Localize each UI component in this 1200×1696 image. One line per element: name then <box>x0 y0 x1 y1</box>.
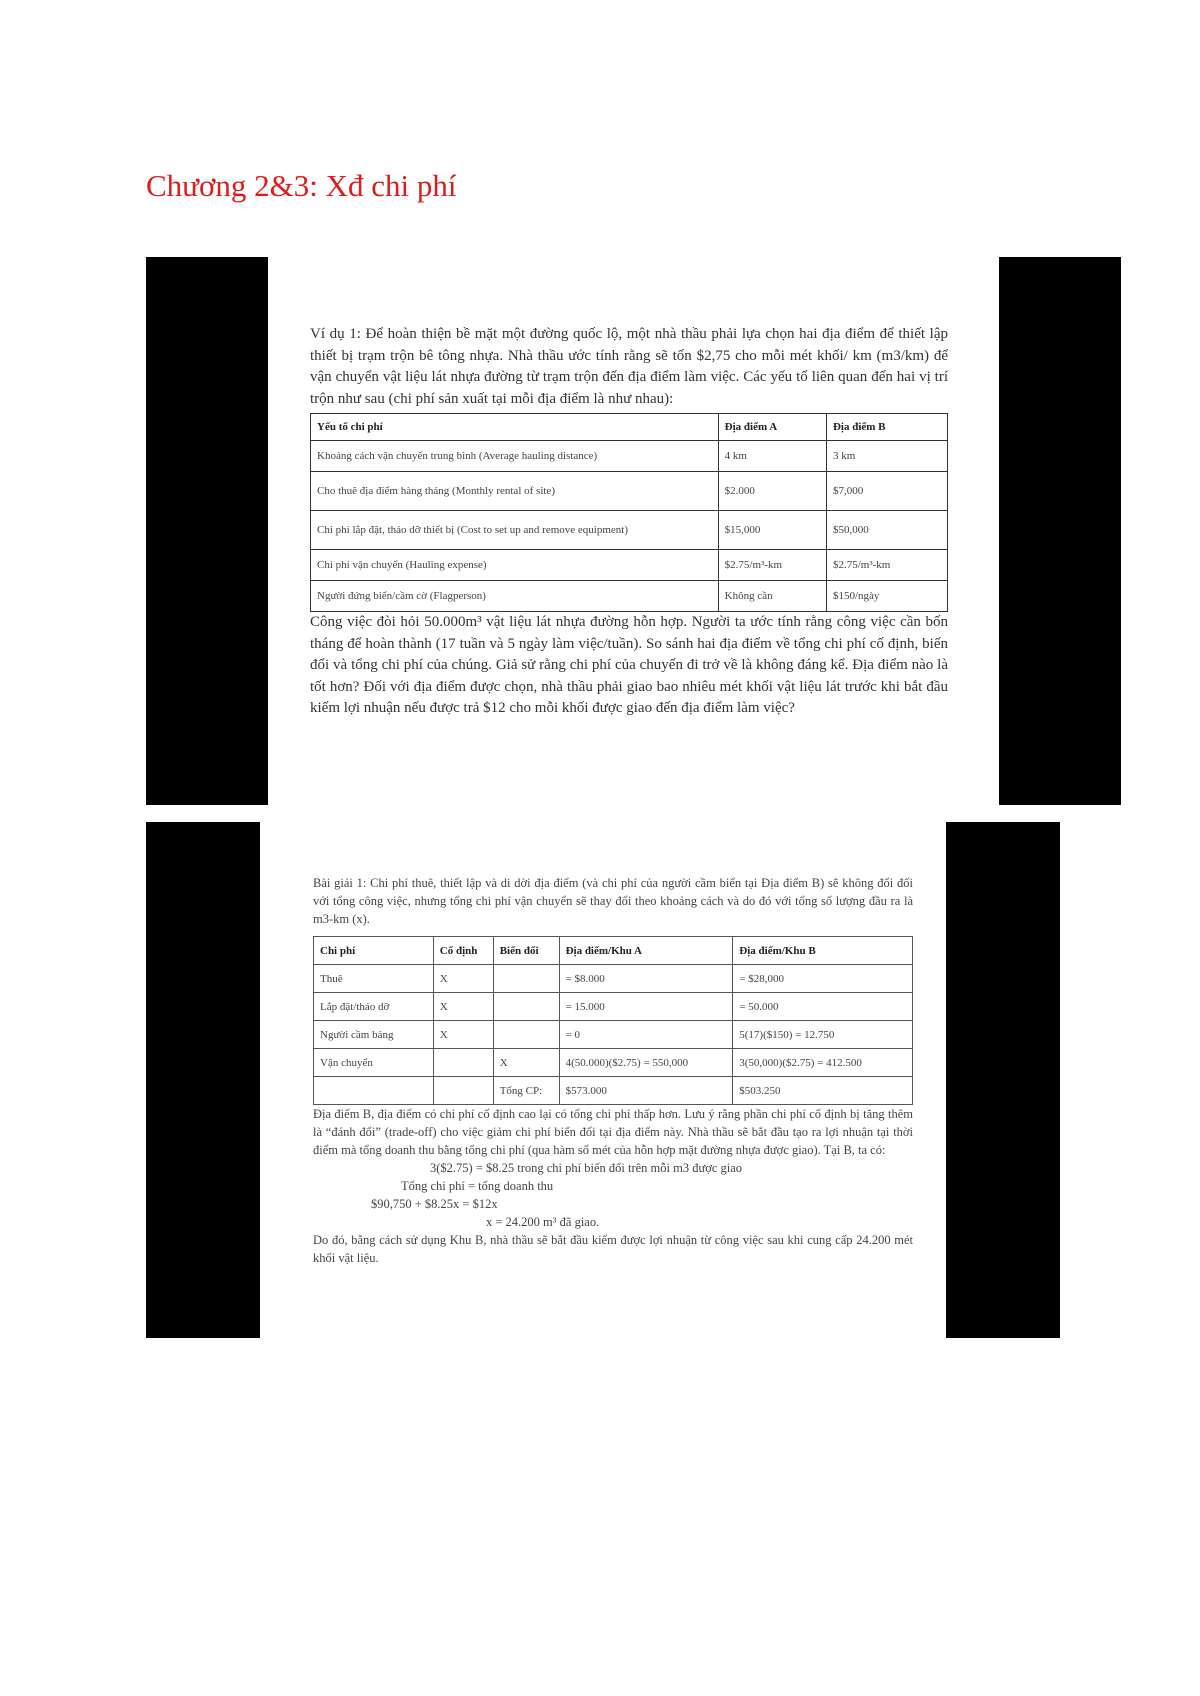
black-bar-left-top <box>146 257 268 805</box>
solution-conclusion: Do đó, bằng cách sử dụng Khu B, nhà thầu sẽ bắt đầu kiếm được lợi nhuận từ công việc sau khi cung cấp 24.200 mét khối vật liệu. <box>313 1233 913 1265</box>
table-cell: Khoảng cách vận chuyển trung bình (Average hauling distance) <box>311 441 719 472</box>
table-cell: $15,000 <box>718 511 826 550</box>
table-row <box>314 1049 913 1077</box>
table-row <box>311 441 948 472</box>
table-cell: X <box>433 1021 493 1049</box>
table-cell <box>433 1077 493 1105</box>
table-cell <box>314 1077 434 1105</box>
black-bar-right-bottom <box>946 822 1060 1338</box>
table-cell: Tổng CP: <box>493 1077 559 1105</box>
table-row <box>311 550 948 581</box>
table-cell: 5(17)($150) = 12.750 <box>733 1021 913 1049</box>
table-cell: Người cầm bảng <box>314 1021 434 1049</box>
solution-intro: Bài giải 1: Chi phí thuê, thiết lập và di dời địa điểm (và chi phí của người cầm biển tại Địa điểm B) sẽ không đổi đối với tổng công việc, nhưng tổng chi phí vận chuyển sẽ thay đổi theo khoảng cách và do đó với tổng số lượng đầu ra là m3-km (x). <box>313 876 913 926</box>
table-cell <box>493 1021 559 1049</box>
table-cell: = $28,000 <box>733 965 913 993</box>
table-total-row <box>314 1077 913 1105</box>
equation-line: 3($2.75) = $8.25 trong chi phí biến đổi trên mỗi m3 được giao <box>430 1161 743 1175</box>
table-cell: = 0 <box>559 1021 733 1049</box>
table-header-cell: Cố định <box>433 937 493 965</box>
table-cell: 4 km <box>718 441 826 472</box>
table-row <box>311 472 948 511</box>
page-heading: Chương 2&3: Xđ chi phí <box>146 168 457 203</box>
table-cell: 3 km <box>826 441 947 472</box>
table-cell: $50,000 <box>826 511 947 550</box>
table-header-cell: Địa điểm/Khu B <box>733 937 913 965</box>
table-row <box>314 1021 913 1049</box>
table-row <box>314 965 913 993</box>
table-cell: $2.000 <box>718 472 826 511</box>
table-cell: $7,000 <box>826 472 947 511</box>
black-bar-left-bottom <box>146 822 260 1338</box>
table-cell: X <box>433 965 493 993</box>
table-cell: $150/ngày <box>826 581 947 612</box>
black-bar-right-top <box>999 257 1121 805</box>
table-cell: $2.75/m³-km <box>826 550 947 581</box>
table-cell <box>493 965 559 993</box>
table-cell: Người đứng biển/cầm cờ (Flagperson) <box>311 581 719 612</box>
table-cell: = 50.000 <box>733 993 913 1021</box>
table-cell: X <box>433 993 493 1021</box>
table-cell: $2.75/m³-km <box>718 550 826 581</box>
table-header-cell: Chi phí <box>314 937 434 965</box>
example-body: Công việc đòi hỏi 50.000m³ vật liệu lát nhựa đường hỗn hợp. Người ta ước tính rằng công việc cần bốn tháng để hoàn thành (17 tuần và 5 ngày làm việc/tuần). So sánh hai địa điểm về tổng chi phí cố định, biến đổi và tổng chi phí của chúng. Giả sử rằng chi phí của chuyến đi trở về là không đáng kể. Địa điểm nào là tốt hơn? Đối với địa điểm được chọn, nhà thầu phải giao bao nhiêu mét khối vật liệu lát trước khi bắt đầu kiếm lợi nhuận nếu được trả $12 cho mỗi khối được giao đến địa điểm làm việc? <box>310 614 948 716</box>
table-cell: Vận chuyển <box>314 1049 434 1077</box>
table-header-cell: Địa điểm B <box>826 414 947 441</box>
table-header-row <box>311 414 948 441</box>
equation-line: $90,750 + $8.25x = $12x <box>371 1197 498 1211</box>
table-header-row <box>314 937 913 965</box>
solution-panel <box>313 874 913 1267</box>
equation-line: Tổng chi phí = tổng doanh thu <box>401 1179 554 1193</box>
table-row <box>311 511 948 550</box>
solution-body: Địa điểm B, địa điểm có chi phí cố định cao lại có tổng chi phí thấp hơn. Lưu ý rằng phần chi phí cố định bị tăng thêm là “đánh đổi” (trade-off) cho việc giảm chi phí biến đổi tại địa điểm này. Nhà thầu sẽ bắt đầu tạo ra lợi nhuận tại thời điểm mà tổng doanh thu bằng tổng chi phí (qua hàm số mét của hỗn hợp mặt đường nhựa được giao). Tại B, ta có: <box>313 1107 913 1157</box>
table-cell: = $8.000 <box>559 965 733 993</box>
table-cell: $573.000 <box>559 1077 733 1105</box>
cost-breakdown-table <box>313 936 913 1105</box>
example-panel <box>310 324 948 720</box>
table-cell <box>433 1049 493 1077</box>
table-cell: Lắp đặt/tháo dỡ <box>314 993 434 1021</box>
table-header-cell: Địa điểm A <box>718 414 826 441</box>
table-cell: = 15.000 <box>559 993 733 1021</box>
equation-line: x = 24.200 m³ đã giao. <box>486 1215 600 1229</box>
table-header-cell: Yếu tố chi phí <box>311 414 719 441</box>
table-cell: Không cần <box>718 581 826 612</box>
table-cell: X <box>493 1049 559 1077</box>
table-cell <box>493 993 559 1021</box>
table-cell: Thuê <box>314 965 434 993</box>
table-row <box>314 993 913 1021</box>
table-cell: Chi phí lắp đặt, tháo dỡ thiết bị (Cost to set up and remove equipment) <box>311 511 719 550</box>
table-header-cell: Biến đổi <box>493 937 559 965</box>
table-cell: Cho thuê địa điểm hàng tháng (Monthly rental of site) <box>311 472 719 511</box>
table-cell: Chi phí vận chuyển (Hauling expense) <box>311 550 719 581</box>
table-cell: 3(50,000)($2.75) = 412.500 <box>733 1049 913 1077</box>
table-row <box>311 581 948 612</box>
cost-factor-table <box>310 413 948 612</box>
table-cell: $503.250 <box>733 1077 913 1105</box>
table-cell: 4(50.000)($2.75) = 550,000 <box>559 1049 733 1077</box>
example-intro: Ví dụ 1: Để hoàn thiện bề mặt một đường quốc lộ, một nhà thầu phải lựa chọn hai địa điểm để thiết lập thiết bị trạm trộn bê tông nhựa. Nhà thầu ước tính rằng sẽ tốn $2,75 cho mỗi mét khối/ km (m3/km) để vận chuyển vật liệu lát nhựa đường từ trạm trộn đến địa điểm làm việc. Các yếu tố liên quan đến hai vị trí trộn như sau (chi phí sản xuất tại mỗi địa điểm là như nhau): <box>310 326 948 407</box>
table-header-cell: Địa điểm/Khu A <box>559 937 733 965</box>
